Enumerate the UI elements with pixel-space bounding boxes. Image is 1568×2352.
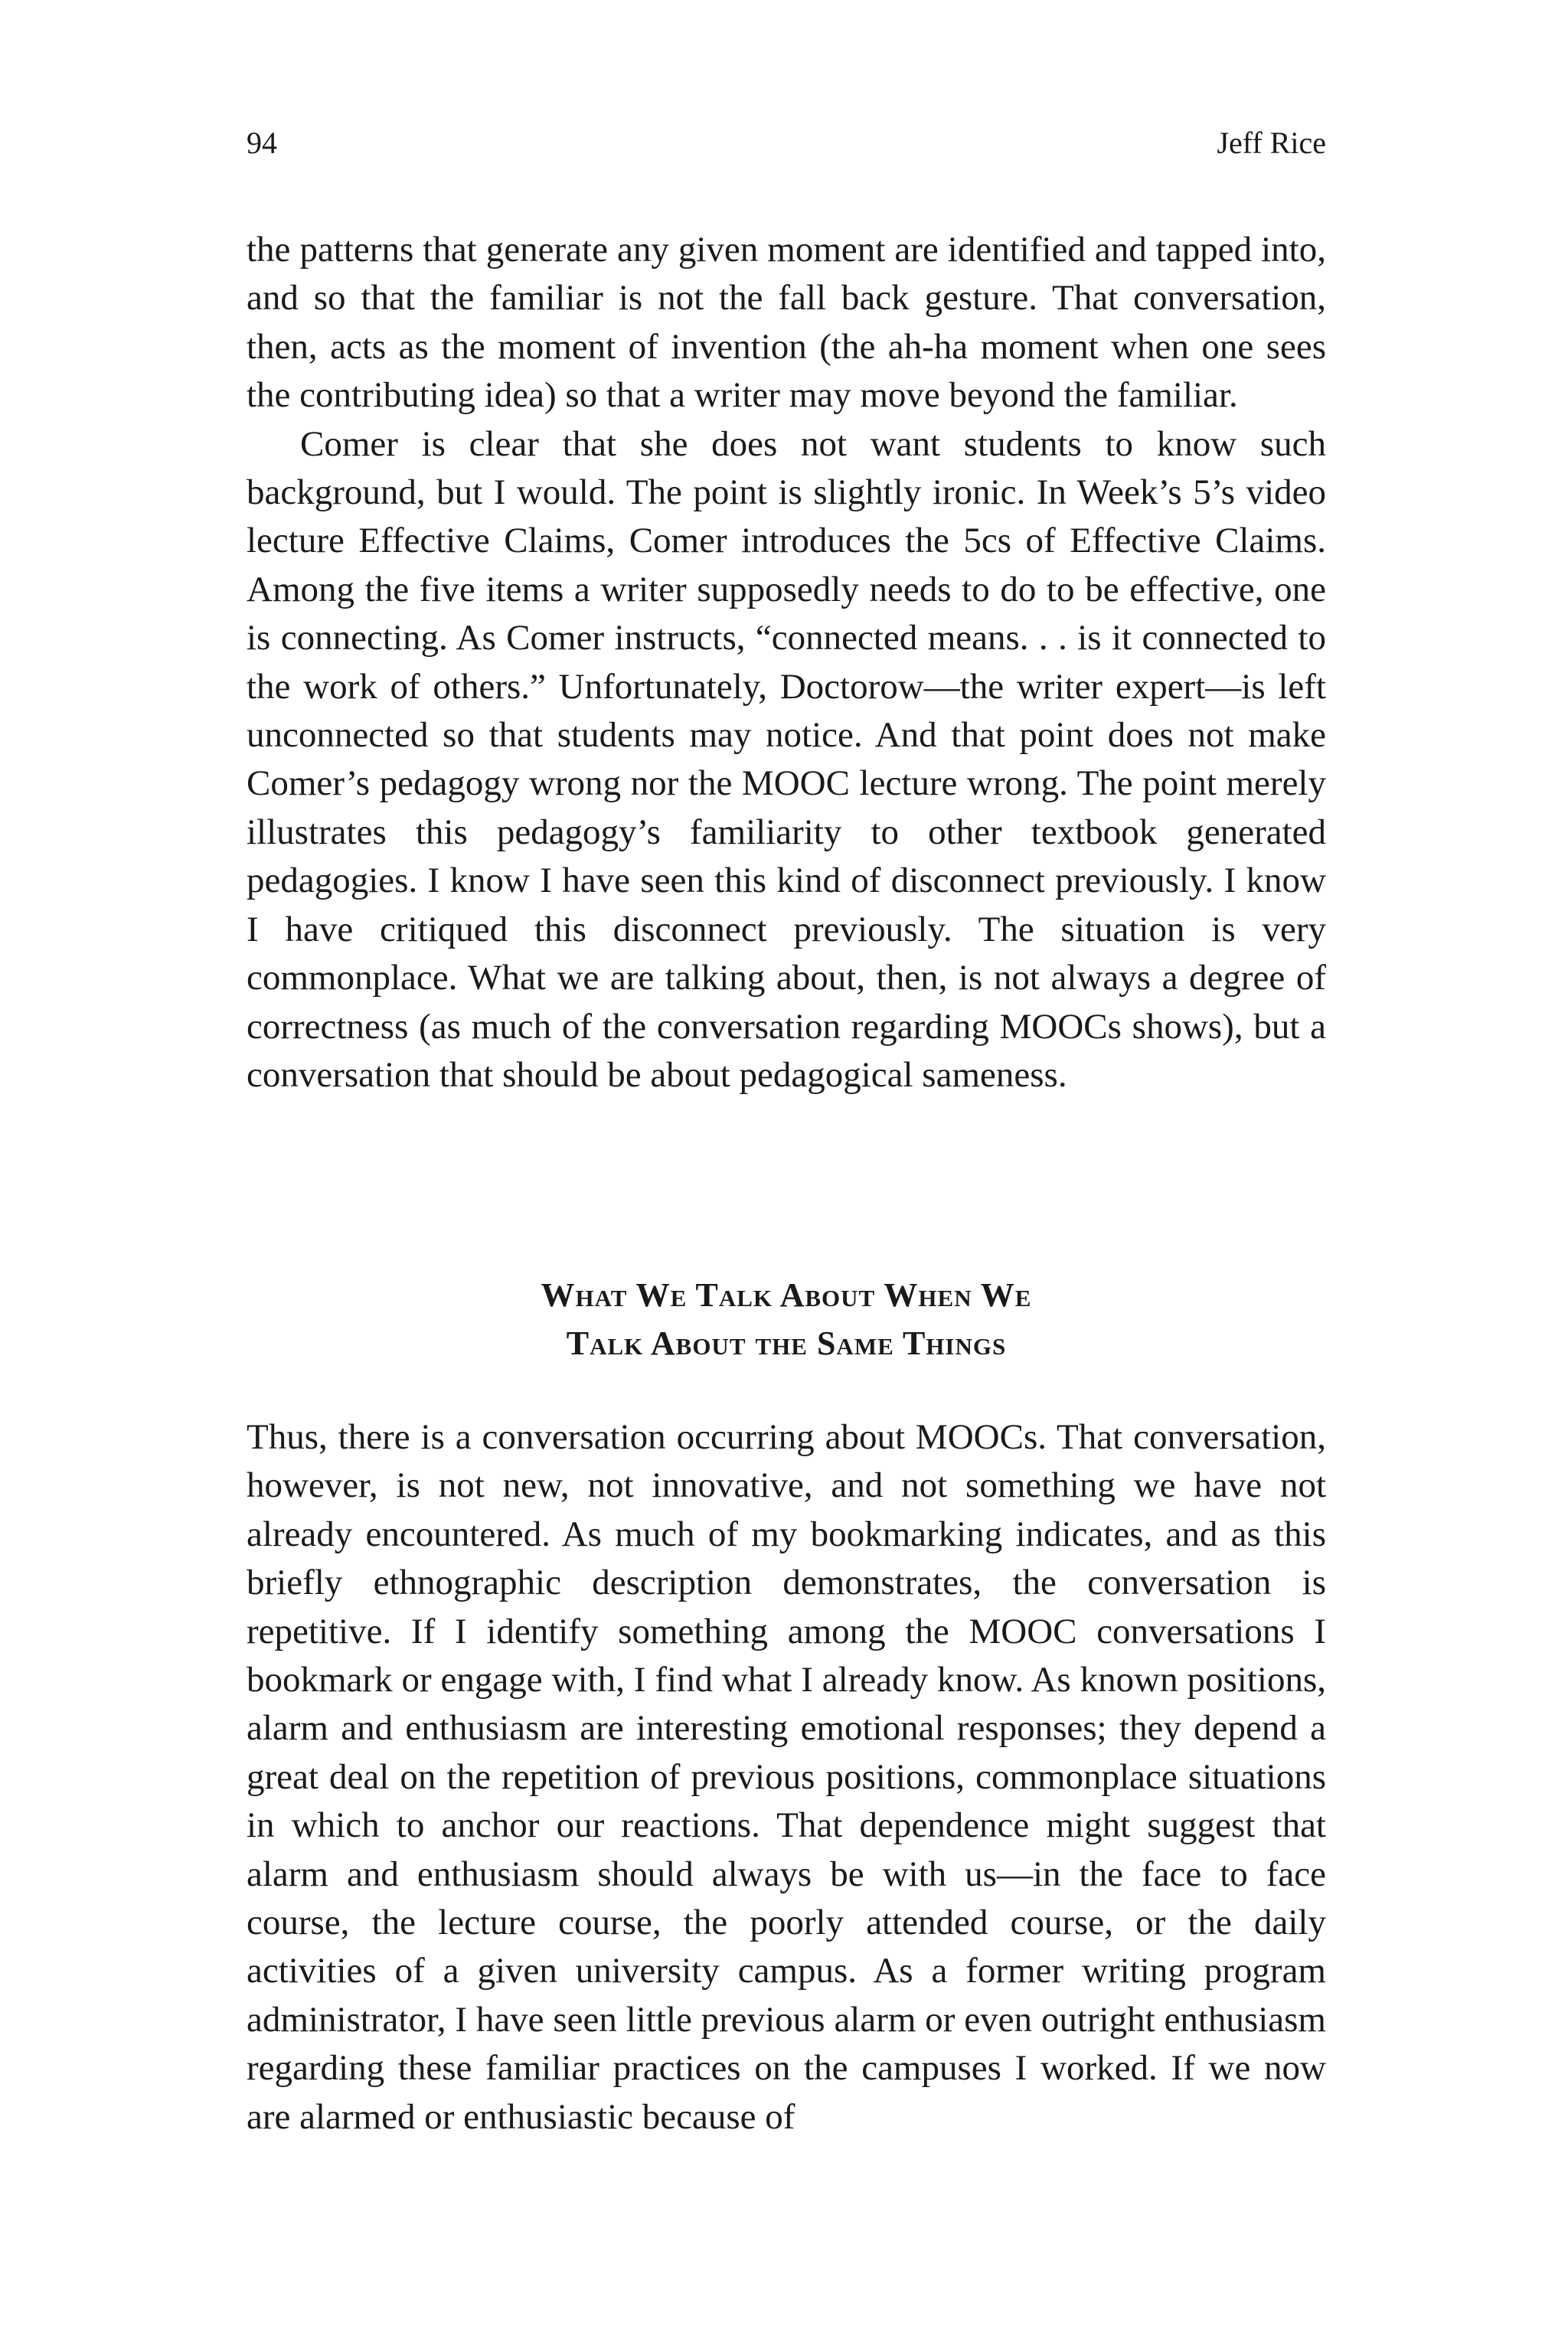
body-text-section-1 xyxy=(247,226,1326,1099)
section-heading-line-1: What We Talk About When We xyxy=(541,1276,1032,1314)
paragraph-continued: the patterns that generate any given moment are identified and tapped into, and so that the familiar is not the fall back gesture. That conversation, then, acts as the moment of invention (the ah-ha moment when one sees the contributing idea) so that a writer may move beyond the familiar. xyxy=(247,230,1326,416)
running-head-author: Jeff Rice xyxy=(1217,126,1326,160)
page-number: 94 xyxy=(247,126,277,160)
section-heading-line-2: Talk About the Same Things xyxy=(566,1325,1007,1362)
running-head xyxy=(247,124,1326,162)
paragraph-thus: Thus, there is a conversation occurring about MOOCs. That conversation, however, is not new, not innovative, and not something we have not already encountered. As much of my bookmarking indicates, and as this briefly ethnographic description demonstrates, the conversation is repetitive. If I identify something among the MOOC conversations I bookmark or engage with, I find what I already know. As known positions, alarm and enthusiasm are interesting emotional responses; they depend a great deal on the repetition of previous positions, commonplace situations in which to anchor our reactions. That dependence might suggest that alarm and enthusiasm should always be with us—in the face to face course, the lecture course, the poorly attended course, or the daily activities of a given university campus. As a former writing program administrator, I have seen little previous alarm or even outright enthusiasm regarding these familiar practices on the campuses I worked. If we now are alarmed or enthusiastic because of xyxy=(247,1417,1326,2137)
section-heading xyxy=(247,1271,1326,1367)
paragraph-comer: Comer is clear that she does not want students to know such background, but I would. The point is slightly ironic. In Week’s 5’s video lecture Effective Claims, Comer introduces the 5cs of Effective Claims. Among the five items a writer supposedly needs to do to be effective, one is connecting. As Comer instructs, “connected means. . . is it connected to the work of others.” Unfortunately, Doctorow—the writer expert—is left unconnected so that students may notice. And that point does not make Comer’s pedagogy wrong nor the MOOC lecture wrong. The point merely illustrates this pedagogy’s familiarity to other textbook generated pedagogies. I know I have seen this kind of disconnect previously. I know I have critiqued this disconnect previously. The situation is very commonplace. What we are talking about, then, is not always a degree of correctness (as much of the conversation regarding MOOCs shows), but a conversation that should be about pedagogical sameness. xyxy=(247,423,1326,1095)
body-text-section-2 xyxy=(247,1413,1326,2141)
